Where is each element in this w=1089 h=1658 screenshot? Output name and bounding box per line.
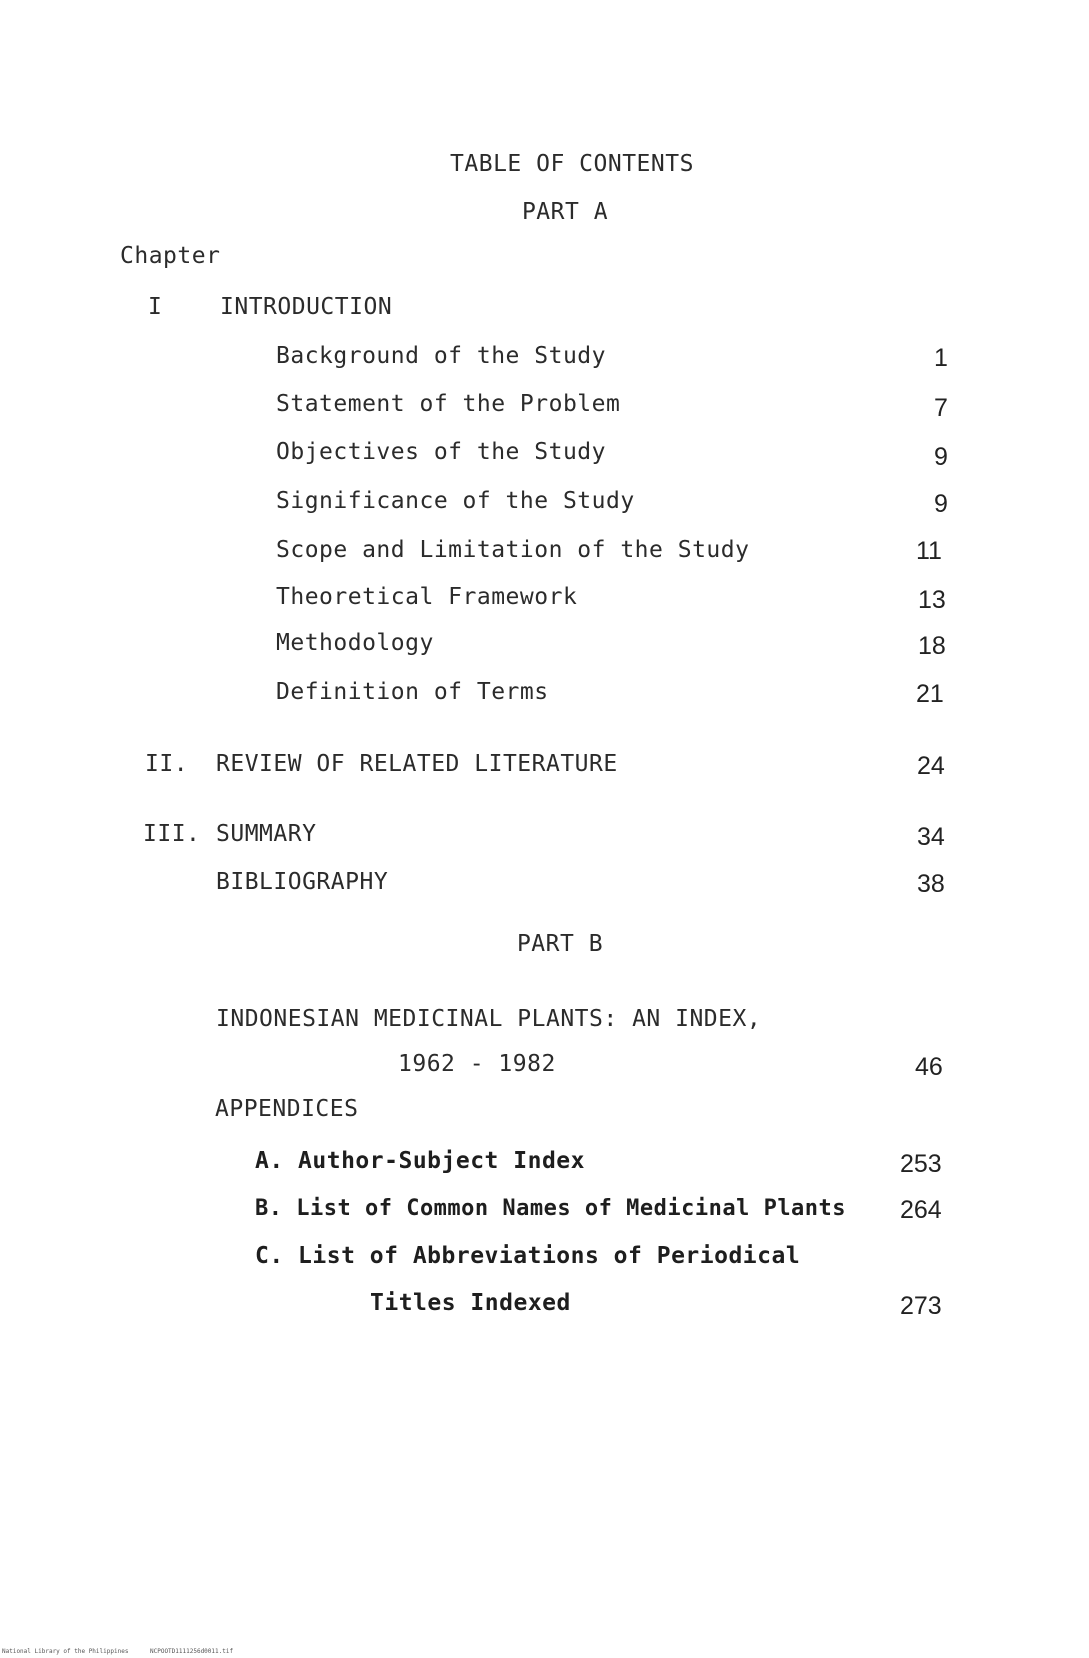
chapter-2-page: 24 — [917, 752, 945, 780]
appendix-c-label: C. List of Abbreviations of Periodical — [255, 1243, 801, 1269]
toc-entry-page: 9 — [934, 443, 948, 471]
toc-entry-page: 1 — [934, 344, 948, 372]
chapter-3-number: III. — [143, 821, 201, 847]
chapter-label: Chapter — [120, 243, 221, 269]
chapter-3-page: 34 — [917, 823, 945, 851]
toc-entry-label: Definition of Terms — [276, 679, 549, 705]
index-page: 46 — [915, 1053, 943, 1081]
toc-entry-page: 7 — [934, 394, 948, 422]
toc-entry-label: Theoretical Framework — [276, 584, 578, 610]
toc-entry-page: 11 — [916, 537, 942, 565]
toc-entry-label: Statement of the Problem — [276, 391, 621, 417]
appendix-c-page: 273 — [900, 1292, 942, 1320]
toc-entry-label: Significance of the Study — [276, 488, 635, 514]
index-years: 1962 - 1982 — [398, 1051, 556, 1077]
appendix-b-page: 264 — [900, 1196, 942, 1224]
toc-entry-label: Methodology — [276, 630, 434, 656]
appendix-a-label: A. Author-Subject Index — [255, 1148, 585, 1174]
index-title: INDONESIAN MEDICINAL PLANTS: AN INDEX, — [216, 1006, 762, 1032]
toc-entry-label: Scope and Limitation of the Study — [276, 537, 750, 563]
toc-title: TABLE OF CONTENTS — [450, 151, 694, 177]
part-a-heading: PART A — [521, 199, 609, 225]
toc-entry-page: 13 — [918, 586, 946, 614]
footer-code: NCPOOTD1111256d0011.tif — [150, 1648, 234, 1655]
toc-entry-page: 18 — [918, 632, 946, 660]
toc-entry-page: 9 — [934, 490, 948, 518]
appendix-b-label: B. List of Common Names of Medicinal Plants — [255, 1196, 847, 1221]
appendices-title: APPENDICES — [215, 1096, 359, 1122]
part-b-heading: PART B — [516, 931, 604, 957]
chapter-2-title: REVIEW OF RELATED LITERATURE — [216, 751, 618, 777]
toc-entry-page: 21 — [916, 680, 944, 708]
appendix-c-label-continued: Titles Indexed — [370, 1290, 571, 1316]
toc-entry-label: Background of the Study — [276, 343, 606, 369]
chapter-1-number: I — [148, 294, 163, 320]
appendix-a-page: 253 — [900, 1150, 942, 1178]
bibliography-title: BIBLIOGRAPHY — [216, 869, 389, 895]
bibliography-page: 38 — [917, 870, 945, 898]
chapter-2-number: II. — [145, 751, 189, 777]
chapter-3-title: SUMMARY — [216, 821, 317, 847]
chapter-1-title: INTRODUCTION — [220, 294, 393, 320]
footer-library: National Library of the Philippines — [2, 1648, 129, 1655]
toc-entry-label: Objectives of the Study — [276, 439, 606, 465]
